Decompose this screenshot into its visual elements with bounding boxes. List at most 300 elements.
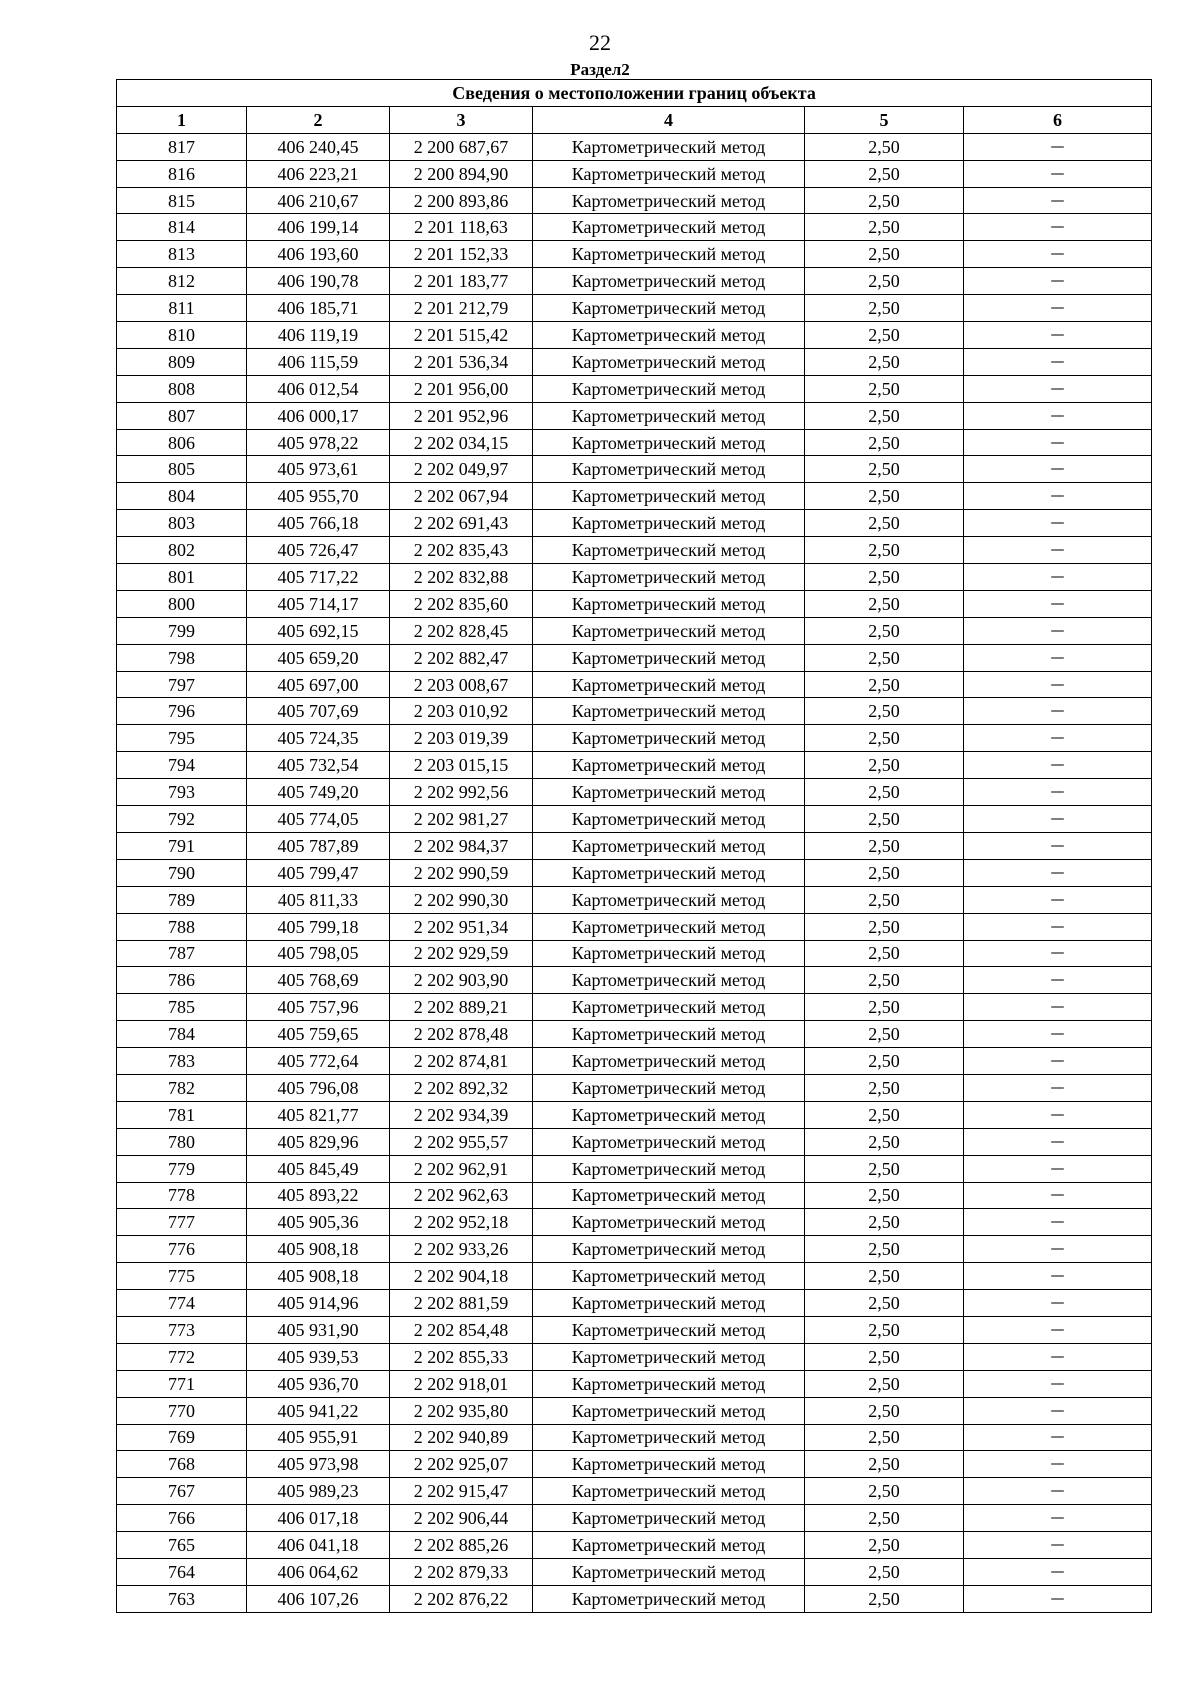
table-row	[117, 348, 1152, 375]
table-row	[117, 913, 1152, 940]
point-number-cell: 788	[117, 913, 247, 940]
point-number-cell: 773	[117, 1316, 247, 1343]
y-coordinate-cell: 2 202 984,37	[390, 832, 533, 859]
accuracy-cell: 2,50	[805, 940, 964, 967]
x-coordinate-cell: 405 939,53	[247, 1343, 390, 1370]
x-coordinate-cell: 405 989,23	[247, 1478, 390, 1505]
description-cell: —	[964, 806, 1152, 833]
table-row	[117, 1236, 1152, 1263]
description-cell: —	[964, 1021, 1152, 1048]
description-cell: —	[964, 187, 1152, 214]
method-cell: Картометрический метод	[533, 967, 805, 994]
table-row	[117, 1424, 1152, 1451]
point-number-cell: 785	[117, 994, 247, 1021]
point-number-cell: 782	[117, 1074, 247, 1101]
table-row	[117, 1505, 1152, 1532]
x-coordinate-cell: 406 041,18	[247, 1532, 390, 1559]
description-cell: —	[964, 1451, 1152, 1478]
point-number-cell: 793	[117, 779, 247, 806]
accuracy-cell: 2,50	[805, 1021, 964, 1048]
x-coordinate-cell: 405 908,18	[247, 1236, 390, 1263]
description-cell: —	[964, 832, 1152, 859]
description-cell: —	[964, 375, 1152, 402]
table-row	[117, 725, 1152, 752]
table-row	[117, 698, 1152, 725]
description-cell: —	[964, 1558, 1152, 1585]
point-number-cell: 800	[117, 590, 247, 617]
accuracy-cell: 2,50	[805, 752, 964, 779]
y-coordinate-cell: 2 202 874,81	[390, 1048, 533, 1075]
y-coordinate-cell: 2 202 935,80	[390, 1397, 533, 1424]
column-number-row	[117, 106, 1152, 133]
y-coordinate-cell: 2 202 885,26	[390, 1532, 533, 1559]
method-cell: Картометрический метод	[533, 214, 805, 241]
description-cell: —	[964, 348, 1152, 375]
description-cell: —	[964, 1478, 1152, 1505]
y-coordinate-cell: 2 202 962,63	[390, 1182, 533, 1209]
description-cell: —	[964, 671, 1152, 698]
table-row	[117, 1585, 1152, 1612]
method-cell: Картометрический метод	[533, 1182, 805, 1209]
method-cell: Картометрический метод	[533, 644, 805, 671]
method-cell: Картометрический метод	[533, 429, 805, 456]
y-coordinate-cell: 2 202 691,43	[390, 510, 533, 537]
point-number-cell: 814	[117, 214, 247, 241]
method-cell: Картометрический метод	[533, 779, 805, 806]
point-number-cell: 792	[117, 806, 247, 833]
table-row	[117, 1209, 1152, 1236]
y-coordinate-cell: 2 202 903,90	[390, 967, 533, 994]
point-number-cell: 787	[117, 940, 247, 967]
table-row	[117, 1343, 1152, 1370]
accuracy-cell: 2,50	[805, 1209, 964, 1236]
point-number-cell: 813	[117, 241, 247, 268]
table-row	[117, 322, 1152, 349]
y-coordinate-cell: 2 203 010,92	[390, 698, 533, 725]
point-number-cell: 776	[117, 1236, 247, 1263]
x-coordinate-cell: 406 064,62	[247, 1558, 390, 1585]
x-coordinate-cell: 405 941,22	[247, 1397, 390, 1424]
x-coordinate-cell: 405 787,89	[247, 832, 390, 859]
y-coordinate-cell: 2 202 933,26	[390, 1236, 533, 1263]
table-row	[117, 752, 1152, 779]
method-cell: Картометрический метод	[533, 160, 805, 187]
point-number-cell: 817	[117, 133, 247, 160]
description-cell: —	[964, 590, 1152, 617]
accuracy-cell: 2,50	[805, 510, 964, 537]
x-coordinate-cell: 406 210,67	[247, 187, 390, 214]
accuracy-cell: 2,50	[805, 295, 964, 322]
method-cell: Картометрический метод	[533, 1316, 805, 1343]
x-coordinate-cell: 406 190,78	[247, 268, 390, 295]
method-cell: Картометрический метод	[533, 1048, 805, 1075]
method-cell: Картометрический метод	[533, 348, 805, 375]
accuracy-cell: 2,50	[805, 322, 964, 349]
description-cell: —	[964, 1290, 1152, 1317]
point-number-cell: 796	[117, 698, 247, 725]
y-coordinate-cell: 2 202 955,57	[390, 1128, 533, 1155]
table-row	[117, 1397, 1152, 1424]
y-coordinate-cell: 2 202 962,91	[390, 1155, 533, 1182]
method-cell: Картометрический метод	[533, 617, 805, 644]
x-coordinate-cell: 405 811,33	[247, 886, 390, 913]
table-row	[117, 133, 1152, 160]
method-cell: Картометрический метод	[533, 1209, 805, 1236]
point-number-cell: 798	[117, 644, 247, 671]
y-coordinate-cell: 2 202 981,27	[390, 806, 533, 833]
y-coordinate-cell: 2 202 929,59	[390, 940, 533, 967]
method-cell: Картометрический метод	[533, 1505, 805, 1532]
table-row	[117, 1370, 1152, 1397]
description-cell: —	[964, 133, 1152, 160]
method-cell: Картометрический метод	[533, 1236, 805, 1263]
point-number-cell: 804	[117, 483, 247, 510]
point-number-cell: 806	[117, 429, 247, 456]
description-cell: —	[964, 1074, 1152, 1101]
description-cell: —	[964, 1128, 1152, 1155]
y-coordinate-cell: 2 202 904,18	[390, 1263, 533, 1290]
table-row	[117, 375, 1152, 402]
x-coordinate-cell: 406 000,17	[247, 402, 390, 429]
method-cell: Картометрический метод	[533, 1128, 805, 1155]
accuracy-cell: 2,50	[805, 886, 964, 913]
method-cell: Картометрический метод	[533, 1021, 805, 1048]
accuracy-cell: 2,50	[805, 564, 964, 591]
accuracy-cell: 2,50	[805, 913, 964, 940]
method-cell: Картометрический метод	[533, 456, 805, 483]
table-row	[117, 160, 1152, 187]
accuracy-cell: 2,50	[805, 617, 964, 644]
y-coordinate-cell: 2 202 918,01	[390, 1370, 533, 1397]
y-coordinate-cell: 2 202 990,30	[390, 886, 533, 913]
point-number-cell: 772	[117, 1343, 247, 1370]
method-cell: Картометрический метод	[533, 1558, 805, 1585]
table-row	[117, 564, 1152, 591]
point-number-cell: 765	[117, 1532, 247, 1559]
y-coordinate-cell: 2 202 828,45	[390, 617, 533, 644]
description-cell: —	[964, 1370, 1152, 1397]
method-cell: Картометрический метод	[533, 590, 805, 617]
accuracy-cell: 2,50	[805, 375, 964, 402]
y-coordinate-cell: 2 201 956,00	[390, 375, 533, 402]
accuracy-cell: 2,50	[805, 1290, 964, 1317]
accuracy-cell: 2,50	[805, 537, 964, 564]
table-row	[117, 483, 1152, 510]
column-number: 4	[533, 106, 805, 133]
point-number-cell: 768	[117, 1451, 247, 1478]
method-cell: Картометрический метод	[533, 187, 805, 214]
description-cell: —	[964, 402, 1152, 429]
x-coordinate-cell: 405 821,77	[247, 1101, 390, 1128]
description-cell: —	[964, 456, 1152, 483]
column-number: 3	[390, 106, 533, 133]
point-number-cell: 812	[117, 268, 247, 295]
description-cell: —	[964, 268, 1152, 295]
accuracy-cell: 2,50	[805, 1048, 964, 1075]
point-number-cell: 805	[117, 456, 247, 483]
method-cell: Картометрический метод	[533, 483, 805, 510]
y-coordinate-cell: 2 202 952,18	[390, 1209, 533, 1236]
accuracy-cell: 2,50	[805, 698, 964, 725]
method-cell: Картометрический метод	[533, 671, 805, 698]
accuracy-cell: 2,50	[805, 1182, 964, 1209]
point-number-cell: 790	[117, 859, 247, 886]
y-coordinate-cell: 2 203 015,15	[390, 752, 533, 779]
accuracy-cell: 2,50	[805, 806, 964, 833]
x-coordinate-cell: 405 717,22	[247, 564, 390, 591]
method-cell: Картометрический метод	[533, 886, 805, 913]
x-coordinate-cell: 405 936,70	[247, 1370, 390, 1397]
y-coordinate-cell: 2 201 536,34	[390, 348, 533, 375]
method-cell: Картометрический метод	[533, 295, 805, 322]
x-coordinate-cell: 405 774,05	[247, 806, 390, 833]
description-cell: —	[964, 1236, 1152, 1263]
point-number-cell: 797	[117, 671, 247, 698]
y-coordinate-cell: 2 202 892,32	[390, 1074, 533, 1101]
accuracy-cell: 2,50	[805, 214, 964, 241]
y-coordinate-cell: 2 202 925,07	[390, 1451, 533, 1478]
accuracy-cell: 2,50	[805, 241, 964, 268]
description-cell: —	[964, 295, 1152, 322]
method-cell: Картометрический метод	[533, 1478, 805, 1505]
table-row	[117, 940, 1152, 967]
description-cell: —	[964, 886, 1152, 913]
description-cell: —	[964, 1397, 1152, 1424]
x-coordinate-cell: 406 107,26	[247, 1585, 390, 1612]
table-row	[117, 510, 1152, 537]
x-coordinate-cell: 405 707,69	[247, 698, 390, 725]
section-title: Раздел2	[570, 60, 630, 79]
boundary-coordinates-table	[116, 79, 1152, 1613]
y-coordinate-cell: 2 202 049,97	[390, 456, 533, 483]
x-coordinate-cell: 406 199,14	[247, 214, 390, 241]
description-cell: —	[964, 322, 1152, 349]
accuracy-cell: 2,50	[805, 644, 964, 671]
y-coordinate-cell: 2 202 876,22	[390, 1585, 533, 1612]
point-number-cell: 809	[117, 348, 247, 375]
accuracy-cell: 2,50	[805, 133, 964, 160]
table-row	[117, 967, 1152, 994]
method-cell: Картометрический метод	[533, 994, 805, 1021]
table-row	[117, 859, 1152, 886]
method-cell: Картометрический метод	[533, 913, 805, 940]
point-number-cell: 766	[117, 1505, 247, 1532]
table-row	[117, 832, 1152, 859]
description-cell: —	[964, 241, 1152, 268]
point-number-cell: 794	[117, 752, 247, 779]
y-coordinate-cell: 2 200 687,67	[390, 133, 533, 160]
point-number-cell: 767	[117, 1478, 247, 1505]
description-cell: —	[964, 752, 1152, 779]
x-coordinate-cell: 405 757,96	[247, 994, 390, 1021]
description-cell: —	[964, 510, 1152, 537]
x-coordinate-cell: 405 726,47	[247, 537, 390, 564]
accuracy-cell: 2,50	[805, 160, 964, 187]
method-cell: Картометрический метод	[533, 1424, 805, 1451]
method-cell: Картометрический метод	[533, 1370, 805, 1397]
table-caption-row	[117, 80, 1152, 107]
point-number-cell: 786	[117, 967, 247, 994]
table-body	[117, 133, 1152, 1612]
point-number-cell: 791	[117, 832, 247, 859]
x-coordinate-cell: 406 012,54	[247, 375, 390, 402]
table-row	[117, 617, 1152, 644]
point-number-cell: 808	[117, 375, 247, 402]
x-coordinate-cell: 405 931,90	[247, 1316, 390, 1343]
point-number-cell: 816	[117, 160, 247, 187]
x-coordinate-cell: 406 240,45	[247, 133, 390, 160]
method-cell: Картометрический метод	[533, 1451, 805, 1478]
accuracy-cell: 2,50	[805, 268, 964, 295]
column-number: 1	[117, 106, 247, 133]
x-coordinate-cell: 405 914,96	[247, 1290, 390, 1317]
table-row	[117, 1128, 1152, 1155]
description-cell: —	[964, 1532, 1152, 1559]
method-cell: Картометрический метод	[533, 1101, 805, 1128]
column-number: 5	[805, 106, 964, 133]
table-row	[117, 671, 1152, 698]
point-number-cell: 763	[117, 1585, 247, 1612]
accuracy-cell: 2,50	[805, 1424, 964, 1451]
method-cell: Картометрический метод	[533, 1343, 805, 1370]
description-cell: —	[964, 994, 1152, 1021]
x-coordinate-cell: 405 973,61	[247, 456, 390, 483]
table-row	[117, 1316, 1152, 1343]
y-coordinate-cell: 2 201 515,42	[390, 322, 533, 349]
y-coordinate-cell: 2 202 882,47	[390, 644, 533, 671]
x-coordinate-cell: 406 223,21	[247, 160, 390, 187]
y-coordinate-cell: 2 202 879,33	[390, 1558, 533, 1585]
x-coordinate-cell: 405 692,15	[247, 617, 390, 644]
table-row	[117, 1048, 1152, 1075]
method-cell: Картометрический метод	[533, 698, 805, 725]
x-coordinate-cell: 405 724,35	[247, 725, 390, 752]
table-row	[117, 1558, 1152, 1585]
point-number-cell: 803	[117, 510, 247, 537]
method-cell: Картометрический метод	[533, 537, 805, 564]
y-coordinate-cell: 2 201 118,63	[390, 214, 533, 241]
method-cell: Картометрический метод	[533, 1074, 805, 1101]
table-row	[117, 537, 1152, 564]
accuracy-cell: 2,50	[805, 859, 964, 886]
table-row	[117, 1021, 1152, 1048]
table-row	[117, 214, 1152, 241]
description-cell: —	[964, 1182, 1152, 1209]
y-coordinate-cell: 2 203 019,39	[390, 725, 533, 752]
method-cell: Картометрический метод	[533, 1585, 805, 1612]
accuracy-cell: 2,50	[805, 1370, 964, 1397]
table-row	[117, 779, 1152, 806]
y-coordinate-cell: 2 200 894,90	[390, 160, 533, 187]
table-row	[117, 1532, 1152, 1559]
y-coordinate-cell: 2 203 008,67	[390, 671, 533, 698]
x-coordinate-cell: 405 845,49	[247, 1155, 390, 1182]
method-cell: Картометрический метод	[533, 1290, 805, 1317]
point-number-cell: 770	[117, 1397, 247, 1424]
y-coordinate-cell: 2 200 893,86	[390, 187, 533, 214]
y-coordinate-cell: 2 201 152,33	[390, 241, 533, 268]
x-coordinate-cell: 405 799,18	[247, 913, 390, 940]
description-cell: —	[964, 1343, 1152, 1370]
accuracy-cell: 2,50	[805, 1263, 964, 1290]
y-coordinate-cell: 2 202 067,94	[390, 483, 533, 510]
x-coordinate-cell: 405 759,65	[247, 1021, 390, 1048]
table-row	[117, 806, 1152, 833]
y-coordinate-cell: 2 202 906,44	[390, 1505, 533, 1532]
table-row	[117, 1182, 1152, 1209]
x-coordinate-cell: 405 772,64	[247, 1048, 390, 1075]
table-row	[117, 1155, 1152, 1182]
description-cell: —	[964, 1101, 1152, 1128]
x-coordinate-cell: 405 798,05	[247, 940, 390, 967]
description-cell: —	[964, 644, 1152, 671]
x-coordinate-cell: 405 766,18	[247, 510, 390, 537]
description-cell: —	[964, 483, 1152, 510]
description-cell: —	[964, 214, 1152, 241]
accuracy-cell: 2,50	[805, 590, 964, 617]
y-coordinate-cell: 2 201 183,77	[390, 268, 533, 295]
x-coordinate-cell: 405 659,20	[247, 644, 390, 671]
accuracy-cell: 2,50	[805, 1128, 964, 1155]
point-number-cell: 801	[117, 564, 247, 591]
method-cell: Картометрический метод	[533, 1263, 805, 1290]
accuracy-cell: 2,50	[805, 1155, 964, 1182]
method-cell: Картометрический метод	[533, 402, 805, 429]
x-coordinate-cell: 405 978,22	[247, 429, 390, 456]
accuracy-cell: 2,50	[805, 402, 964, 429]
accuracy-cell: 2,50	[805, 1585, 964, 1612]
column-number: 2	[247, 106, 390, 133]
x-coordinate-cell: 405 799,47	[247, 859, 390, 886]
table-row	[117, 1263, 1152, 1290]
y-coordinate-cell: 2 202 881,59	[390, 1290, 533, 1317]
point-number-cell: 810	[117, 322, 247, 349]
description-cell: —	[964, 564, 1152, 591]
x-coordinate-cell: 405 768,69	[247, 967, 390, 994]
method-cell: Картометрический метод	[533, 859, 805, 886]
x-coordinate-cell: 405 908,18	[247, 1263, 390, 1290]
method-cell: Картометрический метод	[533, 268, 805, 295]
y-coordinate-cell: 2 202 855,33	[390, 1343, 533, 1370]
accuracy-cell: 2,50	[805, 1236, 964, 1263]
x-coordinate-cell: 405 955,70	[247, 483, 390, 510]
description-cell: —	[964, 725, 1152, 752]
description-cell: —	[964, 1209, 1152, 1236]
accuracy-cell: 2,50	[805, 1101, 964, 1128]
description-cell: —	[964, 698, 1152, 725]
x-coordinate-cell: 405 732,54	[247, 752, 390, 779]
description-cell: —	[964, 1505, 1152, 1532]
description-cell: —	[964, 967, 1152, 994]
x-coordinate-cell: 406 193,60	[247, 241, 390, 268]
table-row	[117, 241, 1152, 268]
description-cell: —	[964, 1316, 1152, 1343]
point-number-cell: 774	[117, 1290, 247, 1317]
method-cell: Картометрический метод	[533, 564, 805, 591]
x-coordinate-cell: 405 893,22	[247, 1182, 390, 1209]
point-number-cell: 815	[117, 187, 247, 214]
x-coordinate-cell: 405 697,00	[247, 671, 390, 698]
description-cell: —	[964, 429, 1152, 456]
accuracy-cell: 2,50	[805, 1316, 964, 1343]
y-coordinate-cell: 2 202 878,48	[390, 1021, 533, 1048]
accuracy-cell: 2,50	[805, 187, 964, 214]
method-cell: Картометрический метод	[533, 1397, 805, 1424]
point-number-cell: 769	[117, 1424, 247, 1451]
table-row	[117, 590, 1152, 617]
point-number-cell: 807	[117, 402, 247, 429]
x-coordinate-cell: 405 749,20	[247, 779, 390, 806]
